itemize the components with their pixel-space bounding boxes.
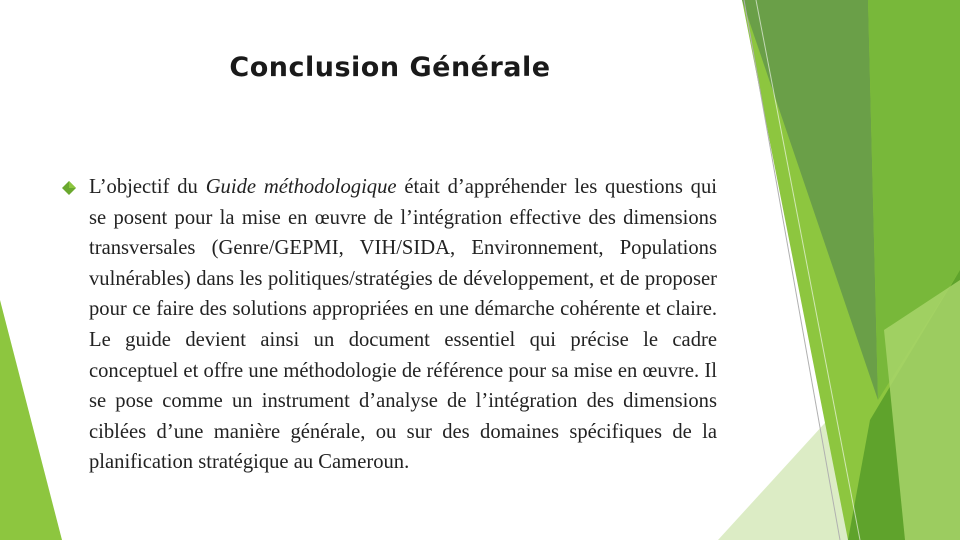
paragraph-text-rest: était d’appréhender les questions qui se posent pour la mise en œuvre de l’intégration effective des dimensions transversales (Genre/GEPMI, VIH/SIDA, Environnement, Populations vulnérables) dans les politiques/stratégies de développement, et de proposer pour ce faire des solutions appropriées en une démarche cohérente et claire. Le guide devient ainsi un document essentiel qui précise le cadre conceptuel et offre une méthodologie de référence pour sa mise en œuvre. Il se pose comme un instrument d’analyse de l’intégration des dimensions ciblées d’une manière générale, ou sur des domaines spécifiques de la planification stratégique au Cameroun.: [89, 176, 717, 474]
diamond-bullet-icon: [62, 181, 76, 195]
paragraph-emphasis: Guide méthodologique: [205, 176, 397, 198]
left-accent-shape: [0, 300, 62, 540]
paragraph-text-start: L’objectif du: [89, 176, 206, 198]
body-paragraph: [89, 172, 717, 478]
slide-title: Conclusion Générale: [229, 52, 551, 83]
